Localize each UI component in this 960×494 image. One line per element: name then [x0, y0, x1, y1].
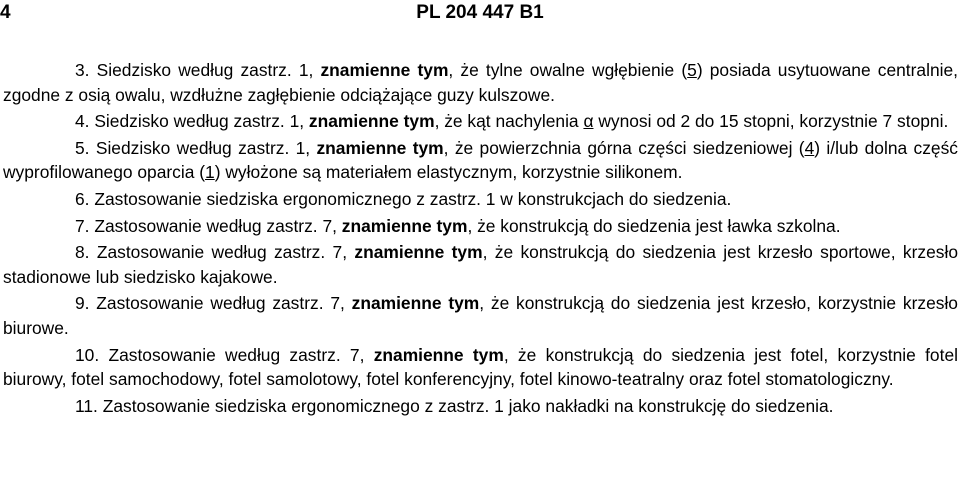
claim-keyword: znamienne tym: [316, 137, 444, 158]
claim-keyword: znamienne tym: [373, 344, 504, 365]
claims-text: [3, 58, 958, 418]
reference-numeral: 1: [205, 162, 215, 183]
claim-keyword: znamienne tym: [351, 293, 480, 314]
page-number: 4: [0, 2, 11, 23]
claim-7: 7. Zastosowanie według zastrz. 7, znamienne tym, że konstrukcją do siedzenia jest ławka szkolna.: [75, 215, 841, 236]
reference-numeral: 4: [804, 137, 815, 158]
claim-11: 11. Zastosowanie siedziska ergonomicznego z zastrz. 1 jako nakładki na konstrukcję do siedzenia.: [75, 395, 834, 416]
claim-keyword: znamienne tym: [354, 242, 483, 263]
patent-id: PL 204 447 B1: [416, 2, 544, 23]
claim-keyword: znamienne tym: [320, 60, 449, 80]
page-header: [0, 2, 960, 28]
claim-4: 4. Siedzisko według zastrz. 1, znamienne tym, że kąt nachylenia α wynosi od 2 do 15 stopni, korzystnie 7 stopni.: [75, 111, 949, 132]
angle-symbol: α: [583, 111, 594, 132]
claim-5: 5. Siedzisko według zastrz. 1, znamienne tym, że powierzchnia górna części siedzeniowej (4) i/lub dolna część wyprofilowanego oparcia (1) wyłożone są materiałem elastycznym, korzystnie silikonem.: [3, 137, 958, 183]
reference-numeral: 5: [687, 60, 697, 80]
claim-keyword: znamienne tym: [308, 111, 435, 132]
claim-8: 8. Zastosowanie według zastrz. 7, znamienne tym, że konstrukcją do siedzenia jest krzesło sportowe, krzesło stadionowe lub siedzisko kajakowe.: [3, 242, 958, 287]
claim-keyword: znamienne tym: [341, 215, 468, 236]
claim-6: 6. Zastosowanie siedziska ergonomicznego z zastrz. 1 w konstrukcjach do siedzenia.: [75, 188, 732, 209]
claim-9: 9. Zastosowanie według zastrz. 7, znamienne tym, że konstrukcją do siedzenia jest krzesło, korzystnie krzesło biurowe.: [3, 293, 958, 338]
claim-10: 10. Zastosowanie według zastrz. 7, znamienne tym, że konstrukcją do siedzenia jest fotel, korzystnie fotel biurowy, fotel samochodowy, fotel samolotowy, fotel konferencyjny, fotel kinowo-teatralny oraz fotel stomatologiczny.: [3, 344, 958, 390]
claim-3: 3. Siedzisko według zastrz. 1, znamienne tym, że tylne owalne wgłębienie (5) posiada usytuowane centralnie, zgodne z osią owalu, wzdłużne zagłębienie odciążające guzy kulszowe.: [3, 60, 958, 105]
